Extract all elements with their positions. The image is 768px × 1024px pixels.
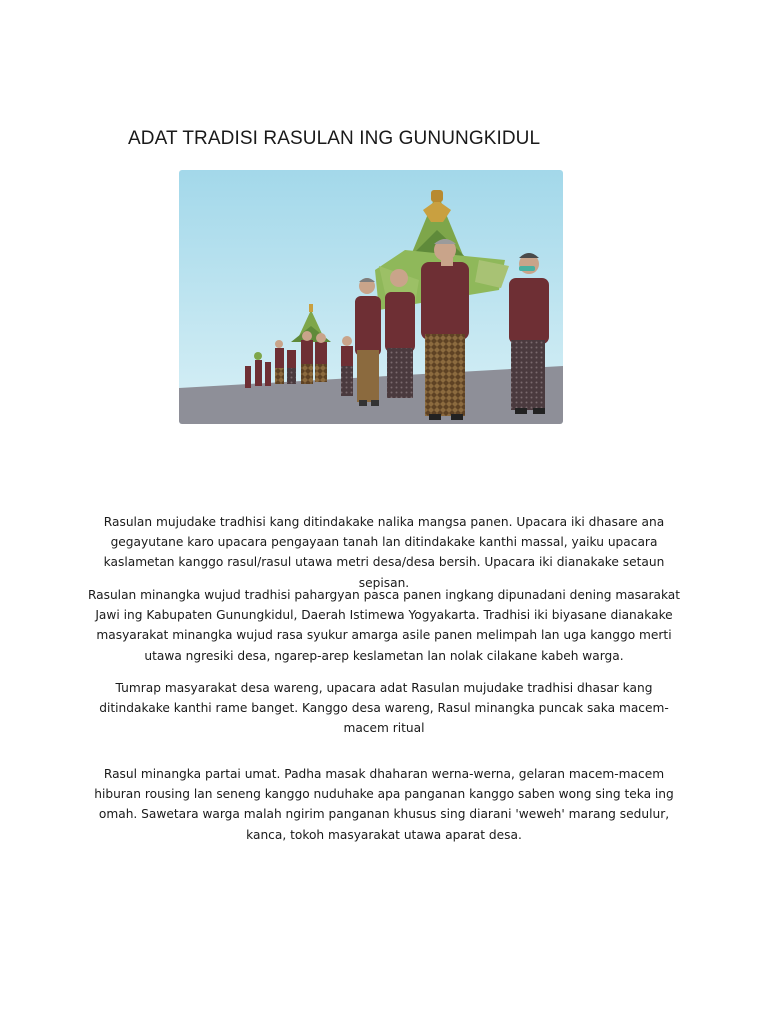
paragraph-2: Rasulan minangka wujud tradhisi pahargyan pasca panen ingkang dipunadani dening masarakat Jawi ing Kabupaten Gunungkidul, Daerah Istimewa Yogyakarta. Tradhisi iki biyasane dianakake masyarakat minangka wujud rasa syukur amarga asile panen melimpah lan uga kanggo merti utawa ngresiki desa, ngarep-arep keslametan lan nolak cilakane kabeh warga. <box>87 588 681 663</box>
paragraph-1: Rasulan mujudake tradhisi kang ditindakake nalika mangsa panen. Upacara iki dhasare ana gegayutane karo upacara pengayaan tanah lan ditindakake kanthi massal, yaiku upacara kaslametan kanggo rasul/rasul utawa metri desa/desa bersih. Upacara iki dianakake setaun sepisan. <box>103 515 665 590</box>
page-title: ADAT TRADISI RASULAN ING GUNUNGKIDUL <box>128 128 541 149</box>
figure-back-left <box>355 278 381 406</box>
figure-front-center <box>421 239 469 420</box>
procession-illustration <box>179 170 563 424</box>
paragraph-4: Rasul minangka partai umat. Padha masak dhaharan werna-werna, gelaran macem-macem hiburan rousing lan seneng kanggo nuduhake apa panganan kanggo saben wong sing teka ing omah. Sawetara warga malah ngirim panganan khusus sing diarani 'weweh' marang sedulur, kanca, tokoh masyarakat utawa aparat desa. <box>94 767 674 842</box>
paragraph-3: Tumrap masyarakat desa wareng, upacara adat Rasulan mujudake tradhisi dhasar kang ditindakake kanthi rame banget. Kanggo desa wareng, Rasul minangka puncak saka macem-macem ritual <box>99 681 669 736</box>
